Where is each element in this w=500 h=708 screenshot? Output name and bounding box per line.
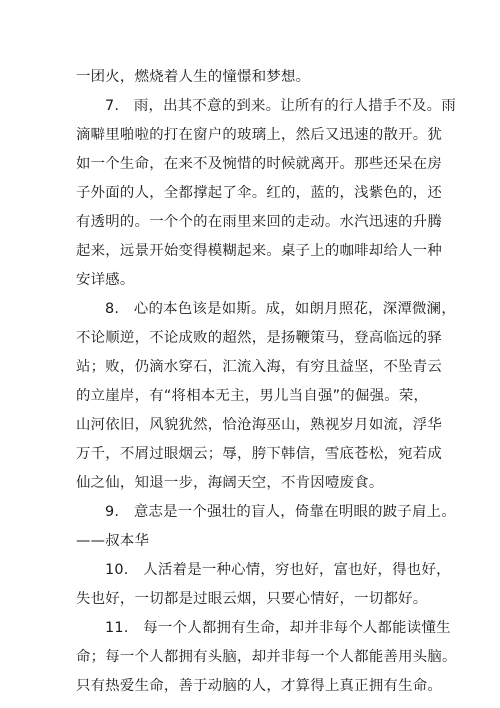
text-line: 站；败，仍滴水穿石，汇流入海，有穷且益坚，不坠青云 bbox=[76, 359, 443, 375]
text-line: ——叔本华 bbox=[76, 533, 150, 549]
text-line: 的立崖岸，有“将相本无主，男儿当自强”的倔强。荣， bbox=[76, 388, 429, 404]
text-line: 不论顺逆，不论成败的超然，是扬鞭策马，登高临远的驿 bbox=[76, 330, 443, 346]
text-line: 只有热爱生命，善于动脑的人，才算得上真正拥有生命。 bbox=[76, 678, 443, 694]
text-line: 失也好，一切都是过眼云烟，只要心情好，一切都好。 bbox=[76, 591, 428, 607]
text-line: 仙之仙，知退一步，海阔天空，不肯因噎废食。 bbox=[76, 475, 384, 491]
text-line: 9. 意志是一个强壮的盲人，倚靠在明眼的跛子肩上。 bbox=[105, 504, 456, 520]
paragraph-item-9 bbox=[76, 498, 456, 556]
text-line: 起来，远景开始变得模糊起来。桌子上的咖啡却给人一种 bbox=[76, 243, 443, 259]
paragraph-fire bbox=[76, 63, 440, 92]
text-line: 子外面的人，全都撑起了伞。红的，蓝的，浅紫色的，还 bbox=[76, 185, 443, 201]
text-line: 7. 雨，出其不意的到来。让所有的行人措手不及。雨 bbox=[105, 98, 456, 114]
text-line: 有透明的。一个个的在雨里来回的走动。水汽迅速的升腾 bbox=[76, 214, 443, 230]
text-line: 山河依旧，风貌犹然，恰沧海巫山，熟视岁月如流，浮华 bbox=[76, 417, 443, 433]
paragraph-item-8 bbox=[76, 295, 456, 498]
text-line: 一团火，燃烧着人生的憧憬和梦想。 bbox=[76, 69, 311, 85]
paragraph-item-7 bbox=[76, 92, 456, 295]
text-line: 安详感。 bbox=[76, 272, 135, 288]
text-line: 10. 人活着是一种心情，穷也好，富也好，得也好， bbox=[105, 562, 451, 578]
text-line: 滴噼里啪啦的打在窗户的玻璃上，然后又迅速的散开。犹 bbox=[76, 127, 443, 143]
text-line: 万千，不屑过眼烟云；辱，胯下韩信，雪底苍松，宛若成 bbox=[76, 446, 443, 462]
paragraph-item-10 bbox=[76, 556, 451, 614]
text-line: 8. 心的本色该是如斯。成，如朗月照花，深潭微澜， bbox=[105, 301, 456, 317]
text-line: 11. 每一个人都拥有生命，却并非每个人都能读懂生 bbox=[105, 620, 451, 636]
text-line: 命；每一个人都拥有头脑，却并非每一个人都能善用头脑。 bbox=[76, 649, 457, 665]
text-line: 如一个生命，在来不及惋惜的时候就离开。那些还呆在房 bbox=[76, 156, 443, 172]
paragraph-item-11 bbox=[76, 614, 457, 701]
